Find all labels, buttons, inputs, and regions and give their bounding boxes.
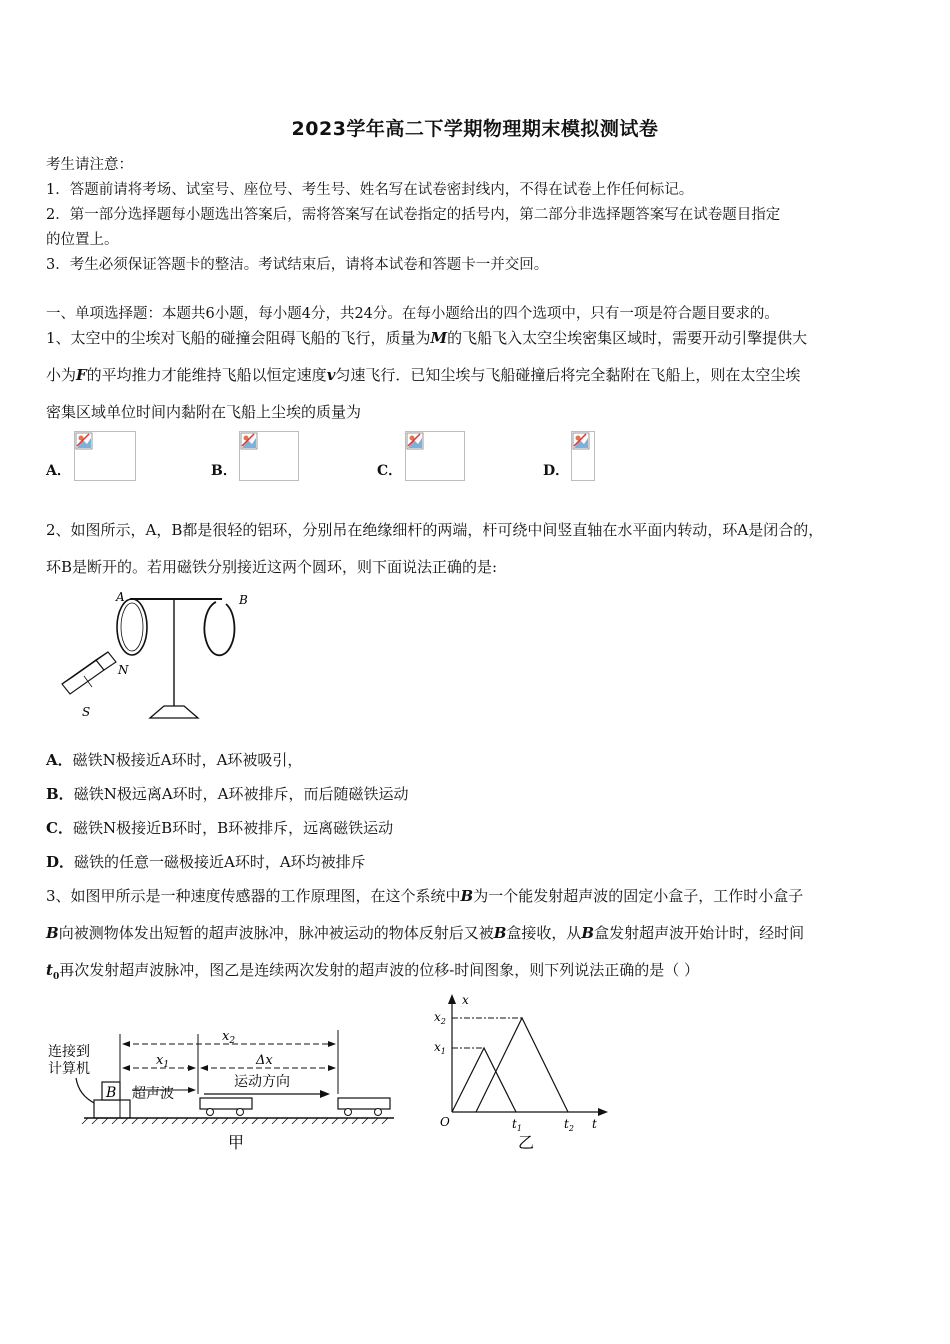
q3-label-connect-1: 连接到 bbox=[48, 1044, 90, 1060]
q1-option-a-image bbox=[74, 431, 136, 481]
broken-image-icon bbox=[572, 432, 590, 450]
q3-ground-hatch bbox=[82, 1118, 388, 1124]
q2-label-n: N bbox=[118, 663, 129, 677]
q1-option-a-label: A． bbox=[46, 463, 71, 479]
broken-image-icon bbox=[75, 432, 93, 450]
q3-origin-label: O bbox=[440, 1115, 450, 1129]
q2-ring-a bbox=[117, 599, 147, 655]
q1-line-3: 密集区域单位时间内黏附在飞船上尘埃的质量为 bbox=[46, 403, 362, 421]
q3-caption-b: 乙 bbox=[518, 1133, 535, 1152]
q3-caption-a: 甲 bbox=[228, 1133, 245, 1152]
page-title: 2023学年高二下学期物理期末模拟测试卷 bbox=[291, 118, 659, 140]
q1-option-d-image bbox=[571, 431, 595, 481]
q1-option-b-label: B． bbox=[211, 463, 237, 479]
q2-option-c: C．磁铁N极接近B环时，B环被排斥，远离磁铁运动 bbox=[46, 819, 394, 837]
q3-x1-tick: $x_1$ bbox=[434, 1040, 446, 1056]
q1-line-1: 1、太空中的尘埃对飞船的碰撞会阻碍飞船的飞行，质量为M的飞船飞入太空尘埃密集区域时，需要开动引擎提供大 bbox=[46, 329, 808, 347]
q2-ring-b bbox=[204, 602, 234, 655]
q3-x2-label: $x_2$ bbox=[222, 1029, 236, 1046]
q3-x2-tick: $x_2$ bbox=[434, 1010, 446, 1026]
q2-magnet bbox=[62, 652, 116, 694]
q3-t1-tick: $t_1$ bbox=[512, 1117, 522, 1133]
q3-line-1: 3、如图甲所示是一种速度传感器的工作原理图，在这个系统中B为一个能发射超声波的固定小盒子，工作时小盒子 bbox=[46, 887, 804, 905]
q2-label-s: S bbox=[82, 705, 91, 719]
q1-line-2: 小为F的平均推力才能维持飞船以恒定速度v匀速飞行．已知尘埃与飞船碰撞后将完全黏附在飞船上，则在太空尘埃 bbox=[46, 366, 801, 384]
q2-label-b: B bbox=[239, 593, 248, 607]
section-heading: 一、单项选择题：本题共6小题，每小题4分，共24分。在每小题给出的四个选项中，只有一项是符合题目要求的。 bbox=[46, 306, 779, 322]
q3-t2-tick: $t_2$ bbox=[564, 1117, 574, 1133]
q3-box-label: B bbox=[106, 1085, 117, 1101]
q2-line-1: 2、如图所示，A，B都是很轻的铝环，分别吊在绝缘细杆的两端，杆可绕中间竖直轴在水平面内转动，环A是闭合的， bbox=[46, 521, 824, 539]
q2-label-a: A bbox=[116, 590, 125, 604]
q2-option-b: B．磁铁N极远离A环时，A环被排斥，而后随磁铁运动 bbox=[46, 785, 409, 803]
q1-option-d-label: D． bbox=[543, 463, 570, 479]
notice-item-3: 3．考生必须保证答题卡的整洁。考试结束后，请将本试卷和答题卡一并交回。 bbox=[46, 257, 549, 273]
q3-line-2: B向被测物体发出短暂的超声波脉冲，脉冲被运动的物体反射后又被B盒接收，从B盒发射超声波开始计时，经时间 bbox=[46, 924, 805, 942]
q2-line-2: 环B是断开的。若用磁铁分别接近这两个圆环，则下面说法正确的是: bbox=[46, 558, 498, 576]
q3-figure-b bbox=[430, 990, 610, 1152]
broken-image-icon bbox=[240, 432, 258, 450]
q3-line-3: $t_0$再次发射超声波脉冲，图乙是连续两次发射的超声波的位移-时间图象，则下列说法正确的是（ ） bbox=[46, 961, 700, 982]
q1-option-c-label: C． bbox=[377, 463, 403, 479]
q3-figure-a bbox=[44, 1024, 400, 1154]
q3-cable bbox=[76, 1078, 96, 1104]
broken-image-icon bbox=[406, 432, 424, 450]
notice-heading: 考生请注意： bbox=[46, 157, 133, 173]
q3-cart-2 bbox=[338, 1098, 390, 1116]
q2-option-a: A．磁铁N极接近A环时，A环被吸引， bbox=[46, 751, 303, 769]
q3-t-axis-label: t bbox=[592, 1117, 597, 1131]
q3-direction-label: 运动方向 bbox=[234, 1074, 290, 1090]
notice-item-2: 2．第一部分选择题每小题选出答案后，需将答案写在试卷指定的括号内，第二部分非选择题答案写在试卷题目指定 bbox=[46, 207, 781, 223]
notice-item-2-cont: 的位置上。 bbox=[46, 232, 119, 248]
q3-stand bbox=[94, 1100, 130, 1118]
q3-x-axis-label: x bbox=[462, 993, 469, 1007]
q3-x1-label: $x_1$ bbox=[156, 1053, 170, 1070]
q1-option-c-image bbox=[405, 431, 465, 481]
q3-pulse-2 bbox=[476, 1018, 568, 1112]
q3-cart-1 bbox=[200, 1098, 252, 1116]
q3-pulse-1 bbox=[452, 1048, 516, 1112]
q1-option-b-image bbox=[239, 431, 299, 481]
q2-base bbox=[150, 706, 198, 718]
q3-label-connect-2: 计算机 bbox=[48, 1061, 90, 1077]
q2-option-d: D．磁铁的任意一磁极接近A环时，A环均被排斥 bbox=[46, 853, 366, 871]
q3-wave-label: 超声波 bbox=[132, 1086, 174, 1102]
notice-item-1: 1．答题前请将考场、试室号、座位号、考生号、姓名写在试卷密封线内，不得在试卷上作任何标记。 bbox=[46, 182, 694, 198]
q3-dx-label: Δx bbox=[256, 1053, 273, 1068]
q2-figure bbox=[52, 588, 267, 723]
